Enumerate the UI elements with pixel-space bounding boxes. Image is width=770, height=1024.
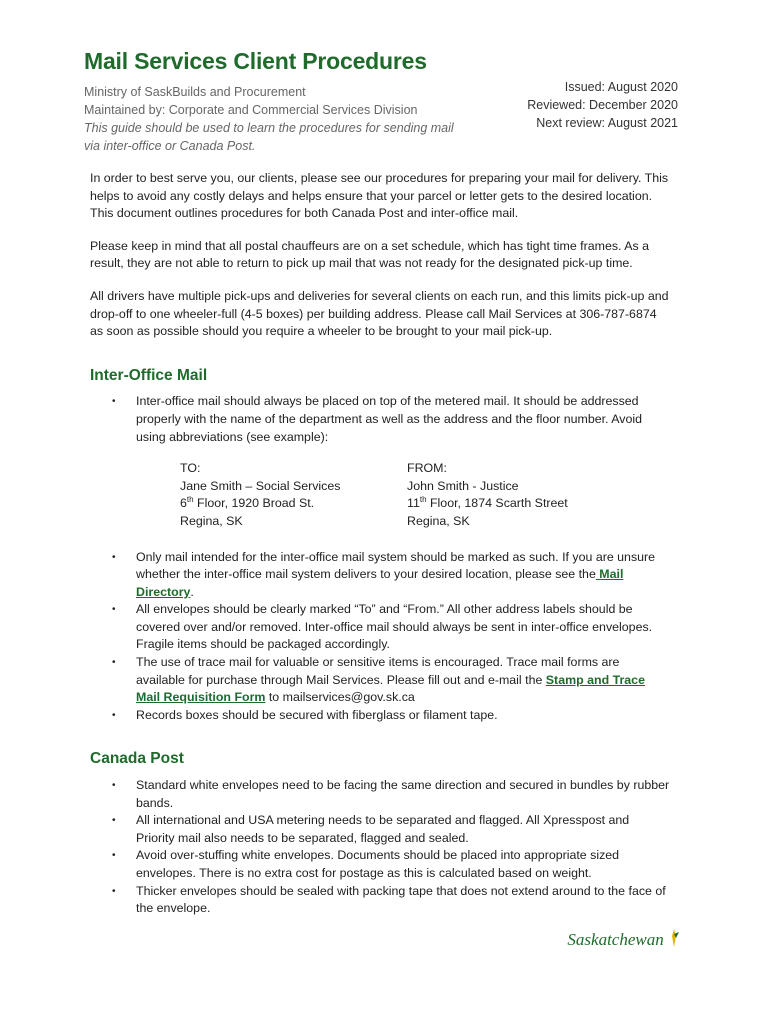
list-item: • Thicker envelopes should be sealed with packing tape that does not extend around to the face of the envelope. (112, 883, 666, 916)
to-address: TO: Jane Smith – Social Services 6th Floor, 1920 Broad St. Regina, SK (180, 461, 341, 528)
bullet-icon: • (112, 780, 116, 792)
bullet-icon: • (112, 396, 116, 408)
bullet-icon: • (112, 551, 116, 563)
list-item: • The use of trace mail for valuable or sensitive items is encouraged. Trace mail forms are available for purchase through Mail Services. Please fill out and e-mail the Stamp and Trace Mail Requisition Form to mailservices@gov.sk.ca (112, 655, 645, 705)
bullet-icon: • (112, 850, 116, 862)
canada-post-list (90, 777, 670, 918)
document-meta (84, 83, 454, 155)
requisition-form-link[interactable]: Stamp and Trace Mail Requisition Form (136, 672, 645, 705)
guide-note: This guide should be used to learn the procedures for sending mail via inter-office or Canada Post. (84, 121, 454, 153)
list-item: • All envelopes should be clearly marked “To” and “From.” All other address labels should be covered over and/or removed. Inter-office mail should always be sent in inter-office envelopes. Fragile items should be packaged accordingly. (112, 602, 653, 652)
mail-directory-link[interactable]: Mail Directory (136, 567, 624, 599)
page-title: Mail Services Client Procedures (84, 48, 427, 74)
list-item: • Inter-office mail should always be placed on top of the metered mail. It should be addressed properly with the name of the department as well as the address and the floor number. Avoid using abbreviations (see example): (112, 394, 643, 444)
intro-paragraph: Please keep in mind that all postal chauffeurs are on a set schedule, which has tight time frames. As a result, they are not able to return to pick up mail that was not ready for the designated pick-up time. (90, 238, 650, 271)
next-review-date: Next review: August 2021 (536, 116, 678, 130)
from-address: FROM: John Smith - Justice 11th Floor, 1874 Scarth Street Regina, SK (407, 461, 568, 528)
list-item: • All international and USA metering needs to be separated and flagged. All Xpresspost and Priority mail also needs to be separated, flagged and sealed. (112, 813, 630, 845)
list-item: • Records boxes should be secured with fiberglass or filament tape. (90, 707, 670, 725)
maintained-line: Maintained by: Corporate and Commercial Services Division (84, 103, 418, 117)
list-item: • Only mail intended for the inter-office mail system should be marked as such. If you are unsure whether the inter-office mail system delivers to your desired location, please see the Mail Directory. (112, 549, 656, 599)
review-dates (527, 78, 678, 132)
interoffice-list-continued (90, 549, 670, 725)
bullet-icon: • (112, 604, 116, 616)
list-item: • Standard white envelopes need to be facing the same direction and secured in bundles by rubber bands. (112, 778, 670, 810)
bullet-icon: • (112, 709, 116, 721)
list-item: • Avoid over-stuffing white envelopes. Documents should be placed into appropriate sized envelopes. There is no extra cost for postage as this is calculated based on weight. (112, 848, 620, 880)
wheat-sheaf-icon (668, 928, 680, 948)
bullet-icon: • (112, 657, 116, 669)
issued-date: Issued: August 2020 (564, 80, 678, 94)
ministry-line: Ministry of SaskBuilds and Procurement (84, 85, 306, 99)
address-example (90, 460, 670, 530)
reviewed-date: Reviewed: December 2020 (527, 98, 678, 112)
intro-paragraph: In order to best serve you, our clients, please see our procedures for preparing your mail for delivery. This helps to avoid any costly delays and helps ensure that your parcel or letter gets to the desired location. This document outlines procedures for both Canada Post and inter-office mail. (90, 171, 669, 221)
intro-paragraph: All drivers have multiple pick-ups and deliveries for several clients on each run, and this limits pick-up and drop-off to one wheeler-full (4-5 boxes) per building address. Please call Mail Services at 306-787-6874 as soon as possible should you require a wheeler to be brought to your mail pick-up. (90, 288, 669, 339)
bullet-icon: • (112, 885, 116, 897)
bullet-icon: • (112, 815, 116, 827)
interoffice-list (90, 393, 670, 446)
document-body (90, 170, 670, 918)
section-heading-canada-post: Canada Post (90, 750, 184, 768)
saskatchewan-logo: Saskatchewan (567, 928, 680, 950)
section-heading-interoffice: Inter-Office Mail (90, 366, 208, 384)
